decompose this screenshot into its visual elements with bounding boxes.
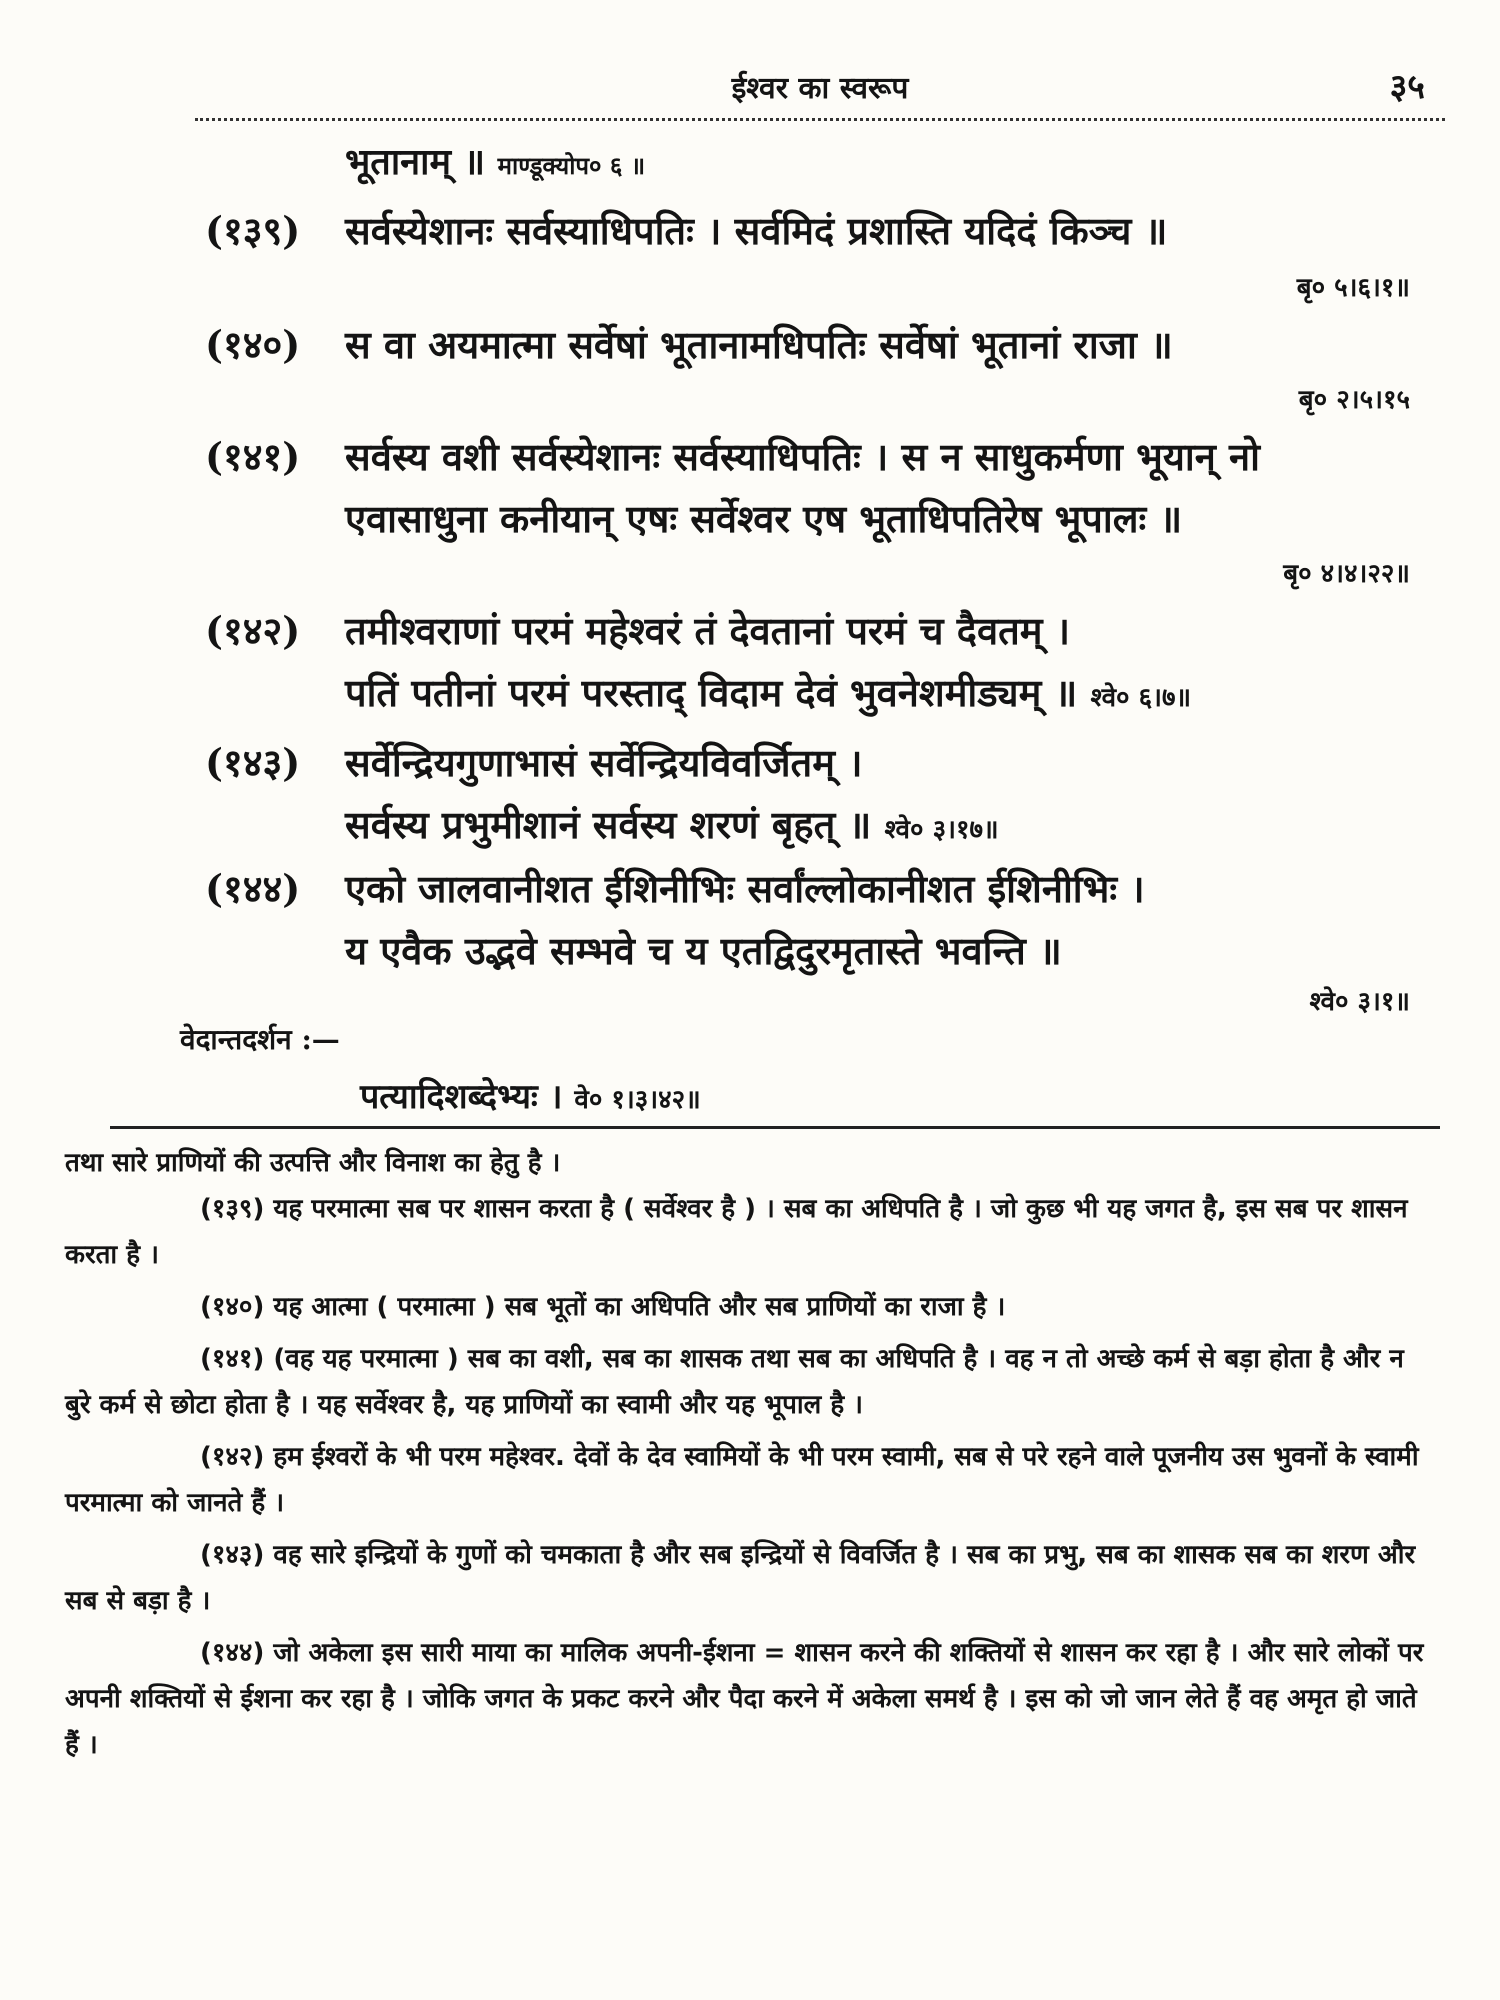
translation-block [65, 1140, 1430, 1768]
translation-para: (१४३) वह सारे इन्द्रियों के गुणों को चमकाता है और सब इन्द्रियों से विवर्जित है । सब का प्रभु, सब का शासक सब का शरण और सब से बड़ा है । [65, 1540, 1416, 1616]
verse-141-source: बृ० ४।४।२२॥ [1283, 559, 1410, 589]
intro-text: भूतानाम् ॥ [345, 141, 486, 183]
page-header [195, 62, 1445, 112]
verse-140-source: बृ० २।५।१५ [1298, 385, 1410, 415]
intro-line [345, 136, 645, 185]
translation-para: (१४०) यह आत्मा ( परमात्मा ) सब भूतों का अधिपति और सब प्राणियों का राजा है । [200, 1292, 1006, 1322]
verse-number: (१४४) [205, 866, 301, 911]
vedanta-sutra [360, 1072, 701, 1118]
verse-number: (१४२) [205, 608, 301, 653]
translation-para: तथा सारे प्राणियों की उत्पत्ति और विनाश का हेतु है । [65, 1148, 561, 1178]
translation-para: (१३९) यह परमात्मा सब पर शासन करता है ( सर्वेश्वर है ) । सब का अधिपति है । जो कुछ भी यह जगत है, इस सब पर शासन करता है । [65, 1194, 1408, 1270]
verse-line: सर्वस्य वशी सर्वस्येशानः सर्वस्याधिपतिः । स न साधुकर्मणा भूयान् नो [345, 434, 1260, 479]
verse-line: एको जालवानीशत ईशिनीभिः सर्वांल्लोकानीशत ईशिनीभिः । [345, 866, 1145, 911]
section-divider [110, 1126, 1440, 1129]
verse-143-source: श्वे० ३।१७॥ [884, 815, 999, 845]
verse-line: सर्वस्य प्रभुमीशानं सर्वस्य शरणं बृहत् ॥ श्वे० ३।१७॥ [345, 802, 999, 847]
sutra-source: वे० १।३।४२॥ [574, 1085, 701, 1115]
verse-139 [205, 200, 1435, 262]
verse-line: य एवैक उद्भवे सम्भवे च य एतद्विदुरमृतास्ते भवन्ति ॥ [345, 928, 1062, 973]
intro-source: माण्डूक्योप० ६ ॥ [497, 151, 646, 180]
verse-141 [205, 426, 1435, 550]
verse-line: एवासाधुना कनीयान् एषः सर्वेश्वर एष भूताधिपतिरेष भूपालः ॥ [345, 496, 1183, 541]
verse-line: सर्वेन्द्रियगुणाभासं सर्वेन्द्रियविवर्जितम् । [345, 740, 863, 785]
verse-142 [205, 600, 1435, 729]
translation-para: (१४४) जो अकेला इस सारी माया का मालिक अपनी-ईशना = शासन करने की शक्तियों से शासन कर रहा है । और सारे लोकों पर अपनी शक्तियों से ईशना कर रहा है । जोकि जगत के प्रकट करने और पैदा करने में अकेला समर्थ है । इस को जो जान लेते हैं वह अमृत हो जाते हैं । [65, 1638, 1424, 1760]
verse-number: (१३९) [205, 208, 301, 253]
verse-144 [205, 858, 1435, 982]
verse-number: (१४१) [205, 434, 301, 479]
verse-line: पतिं पतीनां परमं परस्ताद् विदाम देवं भुवनेशमीड्यम् ॥ श्वे० ६।७॥ [345, 670, 1192, 715]
verse-number: (१४३) [205, 740, 301, 785]
translation-para: (१४१) (वह यह परमात्मा ) सब का वशी, सब का शासक तथा सब का अधिपति है । वह न तो अच्छे कर्म से बड़ा होता है और न बुरे कर्म से छोटा होता है । यह सर्वेश्वर है, यह प्राणियों का स्वामी और यह भूपाल है । [65, 1344, 1404, 1420]
verse-line: सर्वस्येशानः सर्वस्याधिपतिः । सर्वमिदं प्रशास्ति यदिदं किञ्च ॥ [345, 208, 1168, 253]
verse-140 [205, 314, 1435, 376]
verse-142-source: श्वे० ६।७॥ [1090, 683, 1192, 713]
vedanta-heading: वेदान्तदर्शन :— [180, 1023, 340, 1056]
verse-line: तमीश्वराणां परमं महेश्वरं तं देवतानां परमं च दैवतम् । [345, 608, 1071, 653]
verse-143 [205, 732, 1435, 861]
verse-line: स वा अयमात्मा सर्वेषां भूतानामधिपतिः सर्वेषां भूतानां राजा ॥ [345, 322, 1173, 367]
running-title: ईश्वर का स्वरूप [731, 71, 909, 106]
header-dotted-rule [195, 118, 1445, 121]
verse-number: (१४०) [205, 322, 301, 367]
page-number: ३५ [1389, 67, 1425, 107]
verse-139-source: बृ० ५।६।१॥ [1296, 273, 1410, 303]
sutra-text: पत्यादिशब्देभ्यः । [360, 1077, 563, 1117]
verse-144-source: श्वे० ३।१॥ [1309, 987, 1410, 1017]
translation-para: (१४२) हम ईश्वरों के भी परम महेश्वर. देवों के देव स्वामियों के भी परम स्वामी, सब से परे रहने वाले पूजनीय उस भुवनों के स्वामी परमात्मा को जानते हैं । [65, 1442, 1419, 1518]
